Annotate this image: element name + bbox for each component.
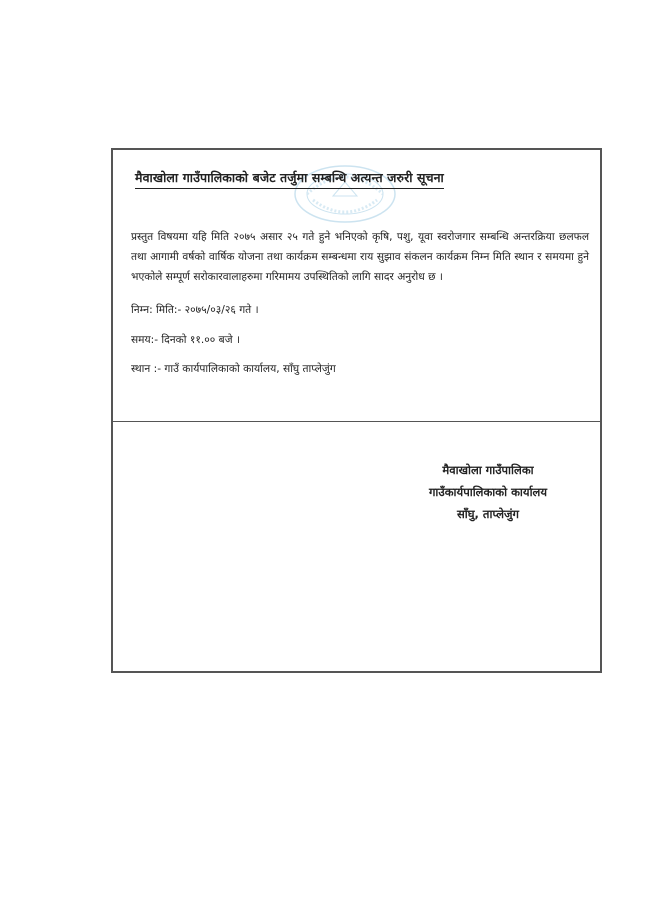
notice-title: मैवाखोला गाउँपालिकाको बजेट तर्जुमा सम्बन्धि अत्यन्त जरुरी सूचना — [135, 169, 444, 189]
place-line: स्थान :- गाउँ कार्यपालिकाको कार्यालय, साँघु ताप्लेजुंग — [131, 363, 336, 375]
signature-block — [393, 459, 583, 525]
notice-body: प्रस्तुत विषयमा यहि मिति २०७५ असार २५ गते हुने भनिएको कृषि, पशु, यूवा स्वरोजगार सम्बन्धि अन्तरक्रिया छलफल तथा आगामी वर्षको वार्षिक योजना तथा कार्यक्रम सम्बन्धमा राय सुझाव संकलन कार्यक्रम निम्न मिति स्थान र समयमा हुने भएकोले सम्पूर्ण सरोकारवालाहरुमा गरिमामय उपस्थितिको लागि सादर अनुरोध छ । — [131, 231, 589, 283]
section-divider — [113, 421, 600, 422]
signature-office-title: गाउँकार्यपालिकाको कार्यालय — [428, 485, 548, 499]
date-line: निम्न: मिति:- २०७५/०३/२६ गते । — [131, 304, 259, 316]
signature-office-name: मैवाखोला गाउँपालिका — [442, 463, 534, 477]
time-line: समय:- दिनको ११.०० बजे । — [131, 334, 240, 346]
signature-office-location: साँघु, ताप्लेजुंग — [456, 507, 519, 521]
notice-box — [111, 148, 602, 673]
